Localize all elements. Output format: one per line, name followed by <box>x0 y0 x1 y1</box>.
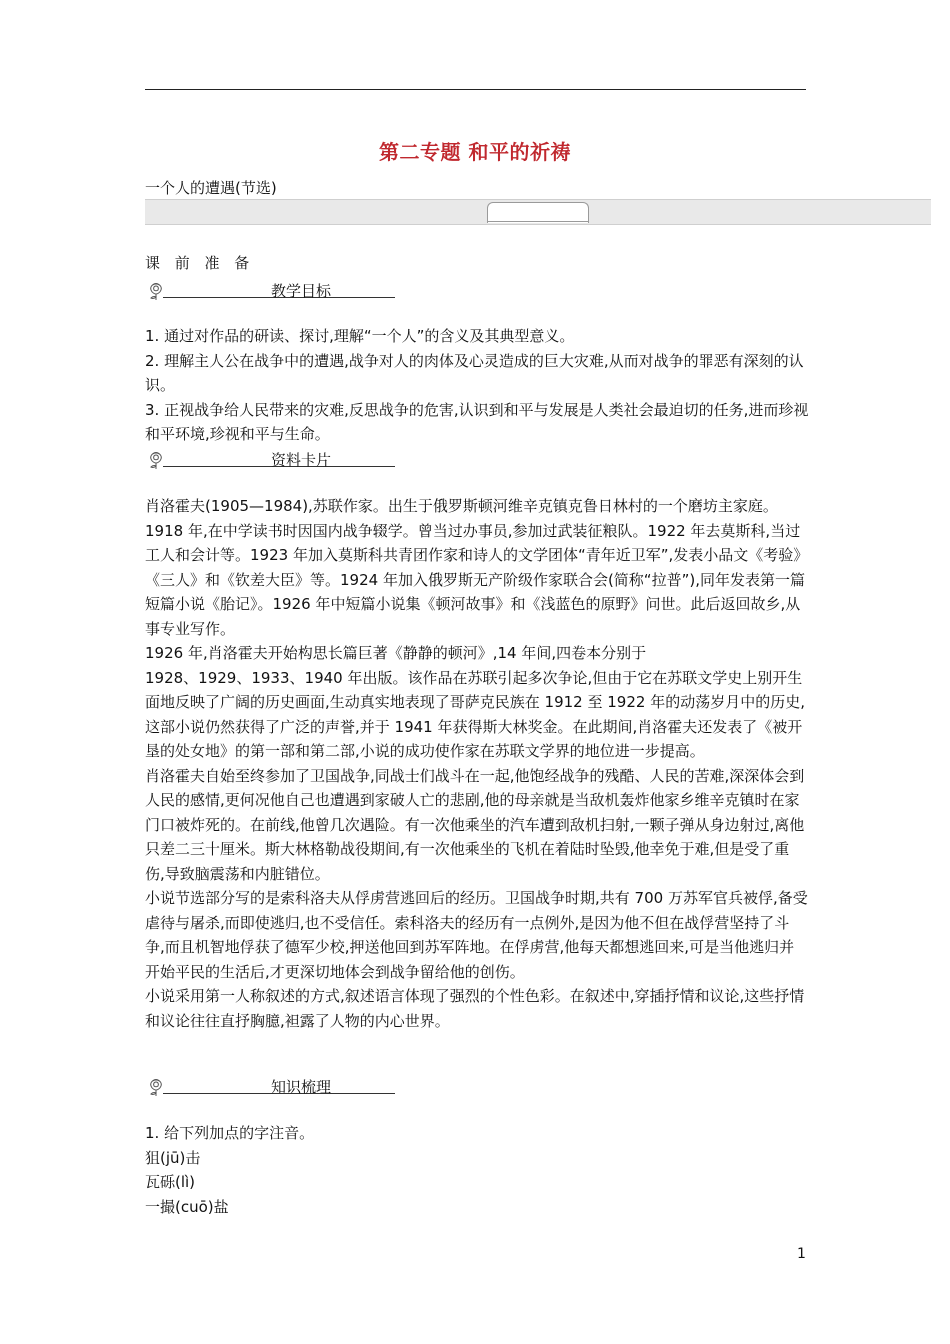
goal-item: 2. 理解主人公在战争中的遭遇,战争对人的肉体及心灵造成的巨大灾难,从而对战争的罪恶有深刻的认识。 <box>145 351 804 394</box>
card-paragraph: 小说采用第一人称叙述的方式,叙述语言体现了强烈的个性色彩。在叙述中,穿插抒情和议论,这些抒情和议论往往直抒胸臆,袒露了人物的内心世界。 <box>145 987 805 1030</box>
card-paragraph: 肖洛霍夫(1905—1984),苏联作家。出生于俄罗斯顿河维辛克镇克鲁日林村的一个磨坊主家庭。1918 年,在中学读书时因国内战争辍学。曾当过办事员,参加过武装征粮队。1922 年去莫斯科,当过工人和会计等。1923 年加入莫斯科共青团作家和诗人的文学团体“青年近卫军”,发表小品文《考验》《三人》和《钦差大臣》等。1924 年加入俄罗斯无产阶级作家联合会(简称“拉普”),同年发表第一篇短篇小说《胎记》。1926 年中短篇小说集《顿河故事》和《浅蓝色的原野》问世。此后返回故乡,从事专业写作。 <box>145 497 809 638</box>
knowledge-list <box>145 1121 809 1219</box>
knowledge-item: 1. 给下列加点的字注音。 <box>145 1124 315 1142</box>
goal-item: 3. 正视战争给人民带来的灾难,反思战争的危害,认识到和平与发展是人类社会最迫切的任务,进而珍视和平环境,珍视和平与生命。 <box>145 400 809 443</box>
card-paragraph: 1926 年,肖洛霍夫开始构思长篇巨著《静静的顿河》,14 年间,四卷本分别于 <box>145 644 647 662</box>
section-header-knowledge <box>145 1076 545 1102</box>
rose-flower-icon <box>145 1076 167 1098</box>
knowledge-item: 一撮(cuō)盐 <box>145 1197 229 1216</box>
section-label-goals: 教学目标 <box>271 282 332 300</box>
section-header-goals <box>145 280 545 306</box>
page-number: 1 <box>797 1246 806 1262</box>
rose-flower-icon <box>145 449 167 471</box>
section-label-card: 资料卡片 <box>271 451 332 469</box>
card-paragraph: 1928、1929、1933、1940 年出版。该作品在苏联引起多次争论,但由于它在苏联文学史上别开生面地反映了广阔的历史画面,生动真实地表现了哥萨克民族在 1912 至 1922 年的动荡岁月中的历史,这部小说仍然获得了广泛的声誉,并于 1941 年获得斯大林奖金。在此期间,肖洛霍夫还发表了《被开垦的处女地》的第一部和第二部,小说的成功使作家在苏联文学界的地位进一步提高。 <box>145 668 805 760</box>
band-tab-underline <box>487 221 589 222</box>
header-rule <box>145 89 806 90</box>
card-paragraph: 肖洛霍夫自始至终参加了卫国战争,同战士们战斗在一起,他饱经战争的残酷、人民的苦难,深深体会到人民的感情,更何况他自己也遭遇到家破人亡的悲剧,他的母亲就是当敌机轰炸他家乡维辛克镇时在家门口被炸死的。在前线,他曾几次遇险。有一次他乘坐的汽车遭到敌机扫射,一颗子弹从身边射过,离他只差二三十厘米。斯大林格勒战役期间,有一次他乘坐的飞机在着陆时坠毁,他幸免于难,但是受了重伤,导致脑震荡和内脏错位。 <box>145 766 805 883</box>
page-title: 第二专题 和平的祈祷 <box>379 140 571 164</box>
goals-list <box>145 324 809 447</box>
lesson-subtitle: 一个人的遭遇(节选) <box>145 179 277 197</box>
section-label-knowledge: 知识梳理 <box>271 1078 332 1096</box>
goal-item: 1. 通过对作品的研读、探讨,理解“一个人”的含义及其典型意义。 <box>145 327 575 345</box>
section-header-card <box>145 449 545 475</box>
prep-heading: 课 前 准 备 <box>145 254 255 272</box>
rose-flower-icon <box>145 280 167 302</box>
band-tab <box>487 202 589 223</box>
card-paragraph: 小说节选部分写的是索科洛夫从俘虏营逃回后的经历。卫国战争时期,共有 700 万苏军官兵被俘,备受虐待与屠杀,而即使逃归,也不受信任。索科洛夫的经历有一点例外,是因为他不但在战俘营坚持了斗争,而且机智地俘获了德军少校,押送他回到苏军阵地。在俘虏营,他每天都想逃回来,可是当他逃归并开始平民的生活后,才更深切地体会到战争留给他的创伤。 <box>145 889 808 981</box>
card-text <box>145 494 809 1033</box>
knowledge-item: 瓦砾(lì) <box>145 1173 196 1191</box>
knowledge-item: 狙(jū)击 <box>145 1148 201 1167</box>
